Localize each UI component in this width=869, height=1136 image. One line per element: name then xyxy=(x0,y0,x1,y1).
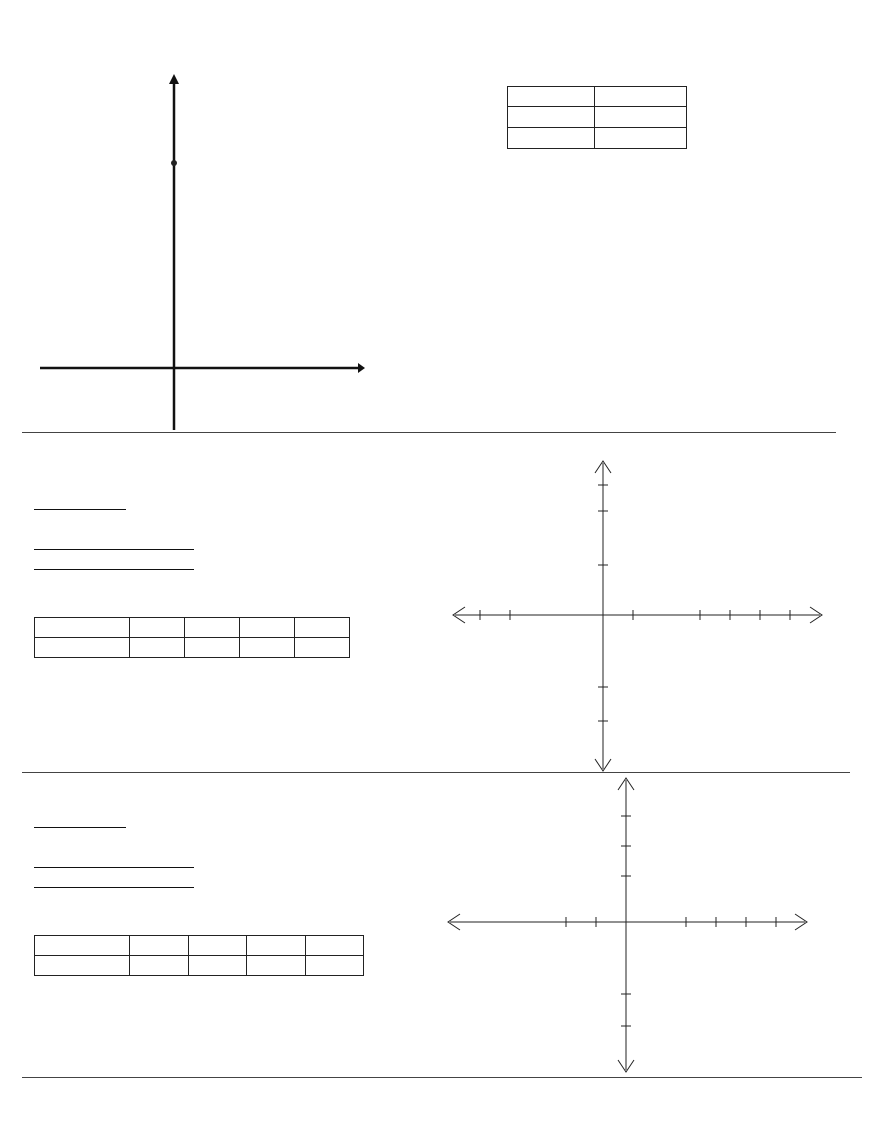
right-behavior-row xyxy=(34,876,196,892)
zeros-multiplicity-table xyxy=(507,86,687,149)
zeros-table xyxy=(34,617,350,658)
table-cell[interactable] xyxy=(185,618,240,638)
table-cell[interactable] xyxy=(130,638,185,658)
header-multiplicity xyxy=(595,87,687,107)
table-cell[interactable] xyxy=(240,618,295,638)
sketch-axes-9 xyxy=(440,772,820,1077)
degree-row xyxy=(34,498,126,514)
table-cell[interactable] xyxy=(247,936,306,956)
right-blank[interactable] xyxy=(34,887,194,888)
table-cell[interactable] xyxy=(305,936,364,956)
table-cell[interactable] xyxy=(295,638,350,658)
table-cell[interactable] xyxy=(595,128,687,149)
table-cell[interactable] xyxy=(295,618,350,638)
left-behavior-row xyxy=(34,856,196,872)
degree-row xyxy=(34,816,126,832)
section-divider xyxy=(22,432,836,433)
table-cell[interactable] xyxy=(508,107,595,128)
row-label xyxy=(35,638,130,658)
y-intercept-point xyxy=(171,160,177,166)
table-cell[interactable] xyxy=(130,618,185,638)
problem-7-heading xyxy=(52,45,60,61)
polynomial-graph xyxy=(40,70,365,432)
problem-9-heading xyxy=(62,776,70,792)
table-cell[interactable] xyxy=(247,956,306,976)
sketch-axes-8 xyxy=(445,455,830,775)
table-cell[interactable] xyxy=(305,956,364,976)
table-cell[interactable] xyxy=(185,638,240,658)
table-cell[interactable] xyxy=(595,107,687,128)
zeros-table xyxy=(34,935,364,976)
table-cell[interactable] xyxy=(188,936,247,956)
table-cell[interactable] xyxy=(130,956,189,976)
footer-divider xyxy=(22,1077,862,1078)
left-behavior-row xyxy=(34,538,196,554)
left-blank[interactable] xyxy=(34,867,194,868)
y-axis-arrow-icon xyxy=(169,74,179,84)
right-behavior-row xyxy=(34,558,196,574)
row-label xyxy=(35,618,130,638)
degree-blank[interactable] xyxy=(34,509,126,510)
table-cell[interactable] xyxy=(240,638,295,658)
problem-8-heading xyxy=(62,458,70,474)
row-label xyxy=(35,956,130,976)
left-blank[interactable] xyxy=(34,549,194,550)
header-zeros xyxy=(508,87,595,107)
row-label xyxy=(35,936,130,956)
table-cell[interactable] xyxy=(508,128,595,149)
degree-blank[interactable] xyxy=(34,827,126,828)
table-cell[interactable] xyxy=(130,936,189,956)
x-axis-arrow-icon xyxy=(358,363,365,373)
table-cell[interactable] xyxy=(188,956,247,976)
right-blank[interactable] xyxy=(34,569,194,570)
